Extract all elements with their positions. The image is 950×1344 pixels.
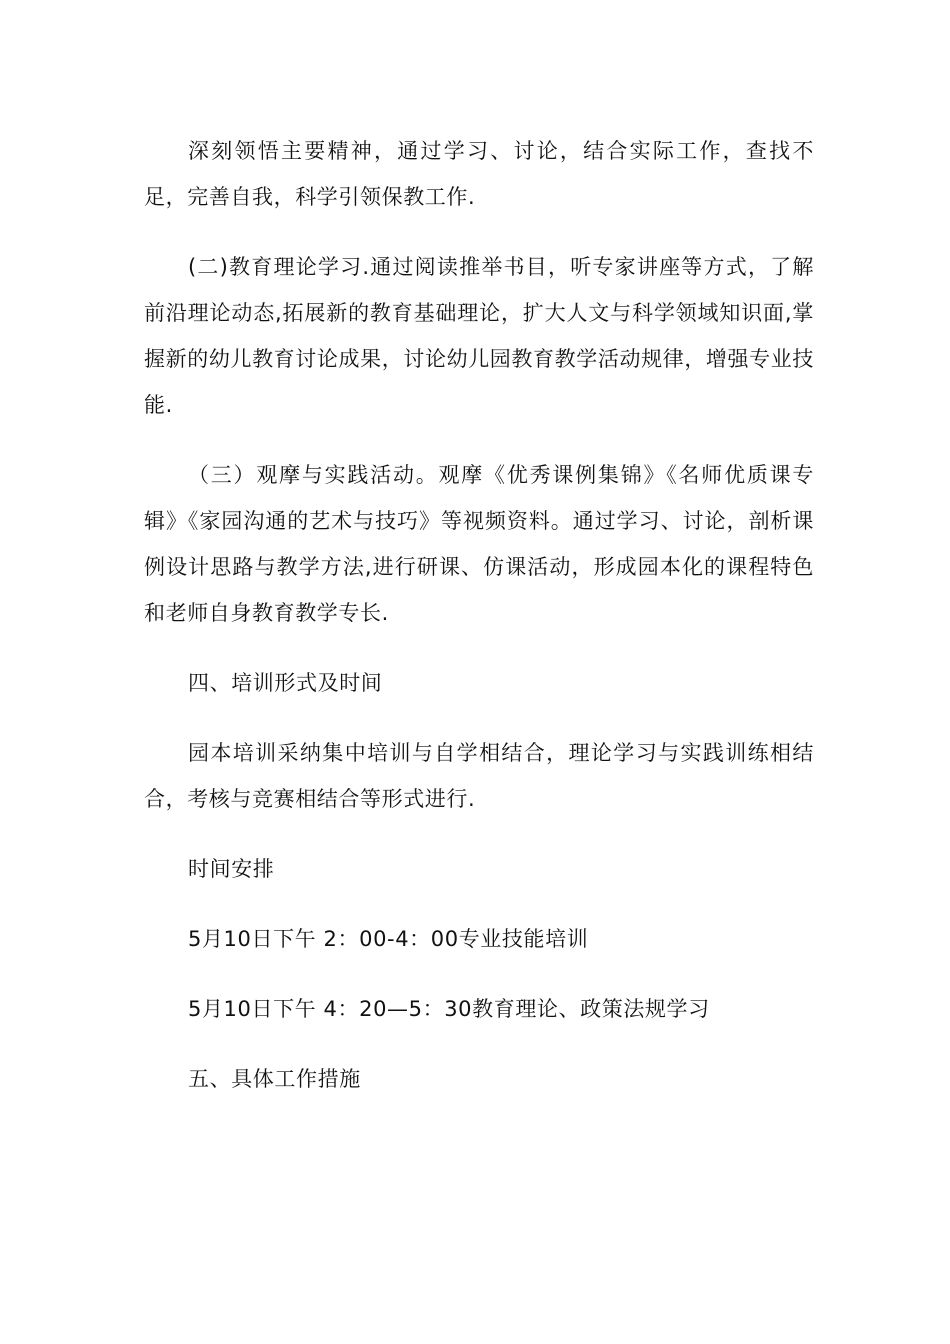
paragraph-study-spirit: 深刻领悟主要精神，通过学习、讨论，结合实际工作，查找不足，完善自我，科学引领保教工作. xyxy=(144,139,814,209)
paragraph-education-theory: (二)教育理论学习.通过阅读推举书目，听专家讲座等方式，了解前沿理论动态,拓展新的教育基础理论，扩大人文与科学领域知识面,掌握新的幼儿教育讨论成果，讨论幼儿园教育教学活动规律，增强专业技能. xyxy=(144,255,814,417)
paragraph-training-form: 园本培训采纳集中培训与自学相结合，理论学习与实践训练相结合，考核与竞赛相结合等形式进行. xyxy=(144,741,814,811)
section-heading-training-form: 四、培训形式及时间 xyxy=(188,671,383,695)
schedule-item-skills: 5月10日下午 2：00-4：00专业技能培训 xyxy=(188,927,589,951)
paragraph-observation-practice: （三）观摩与实践活动。观摩《优秀课例集锦》《名师优质课专辑》《家园沟通的艺术与技巧》等视频资料。通过学习、讨论，剖析课例设计思路与教学方法,进行研课、仿课活动，形成园本化的课程特色和老师自身教育教学专长. xyxy=(144,463,814,625)
subheading-schedule: 时间安排 xyxy=(188,857,275,881)
document-body xyxy=(144,128,814,1126)
section-heading-measures: 五、具体工作措施 xyxy=(188,1067,361,1091)
schedule-item-theory: 5月10日下午 4：20—5：30教育理论、政策法规学习 xyxy=(188,997,710,1021)
